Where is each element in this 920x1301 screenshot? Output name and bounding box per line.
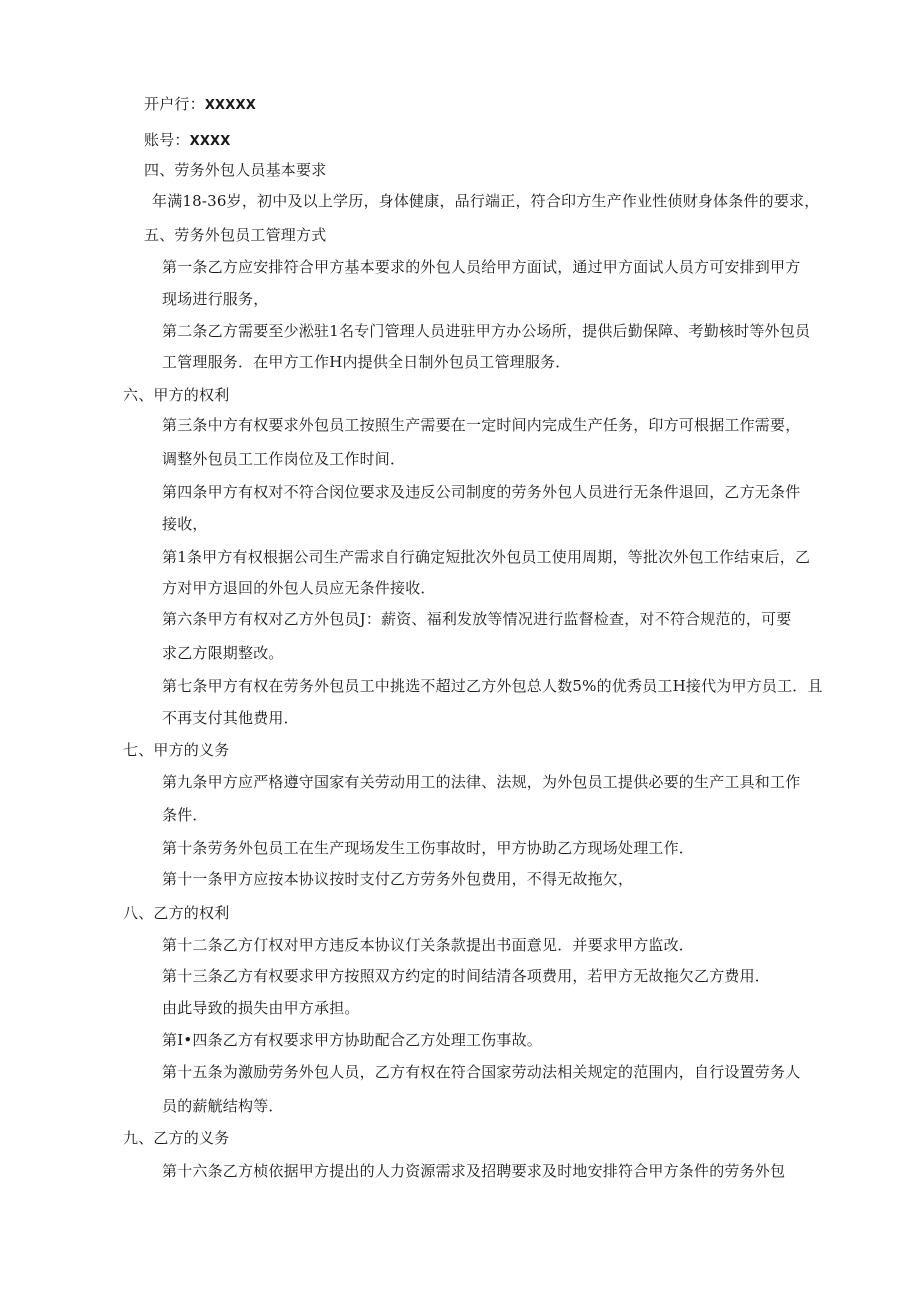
section-heading: 五、劳务外包员工管理方式 — [144, 226, 327, 244]
paragraph-line: 第十二条乙方仃权对甲方违反本协议仃关条款提出书面意见．并要求甲方监改． — [162, 936, 695, 954]
section-heading: 九、乙方的义务 — [123, 1129, 230, 1147]
paragraph-line: 第四条甲方有权对不符合闵位要求及违反公司制度的劳务外包人员进行无条件退回，乙方无条件 — [162, 483, 801, 501]
account-line — [144, 130, 231, 152]
paragraph-line: 第十六条乙方桢依据甲方提出的人力资源需求及招聘要求及时地安排符合甲方条件的劳务外包 — [162, 1162, 786, 1180]
paragraph-line: 现场进行服务， — [162, 290, 269, 308]
section-heading: 四、劳务外包人员基本要求 — [144, 161, 327, 179]
paragraph-line: 第1条甲方有权根据公司生产需求自行确定短批次外包员工使用周期，等批次外包工作结束后，乙 — [162, 548, 811, 566]
paragraph-line: 第十三条乙方有权要求甲方按照双方约定的时间结清各项费用，若甲方无故拖欠乙方费用． — [162, 967, 771, 985]
paragraph-line: 第九条甲方应严格遵守国家有关劳动用工的法律、法规，为外包员工提供必要的生产工具和工作 — [162, 773, 801, 791]
paragraph-line: 第十一条甲方应按本协议按时支付乙方劳务外包费用，不得无故拖欠， — [162, 870, 634, 888]
paragraph-line: 第一条乙方应安排符合甲方基本要求的外包人员给甲方面试，通过甲方面试人员方可安排到甲方 — [162, 258, 801, 276]
paragraph-line: 年满18-36岁，初中及以上学历，身体健康，品行端正，符合印方生产作业性侦财身体条件的要求， — [152, 192, 820, 210]
paragraph-line: 方对甲方退回的外包人员应无条件接收． — [162, 579, 436, 597]
paragraph-line: 接收， — [162, 515, 208, 533]
paragraph-line: 第I•四条乙方有权要求甲方协助配合乙方处理工伤事故。 — [162, 1031, 542, 1049]
paragraph-line: 调整外包员工工作岗位及工作时间． — [162, 450, 406, 468]
paragraph-line: 工管理服务．在甲方工作H内提供全日制外包员工管理服务． — [162, 353, 571, 371]
paragraph-line: 第三条中方有权要求外包员工按照生产需要在一定时间内完成生产任务，印方可根据工作需要， — [162, 416, 801, 434]
paragraph-line: 第七条甲方有权在劳务外包员工中挑选不超过乙方外包总人数5%的优秀员工H接代为甲方员工．且 — [162, 677, 823, 695]
bank-line — [144, 94, 256, 116]
paragraph-line: 求乙方限期整改。 — [162, 644, 284, 662]
account-value: XXXX — [189, 134, 231, 149]
section-heading: 八、乙方的权利 — [123, 904, 230, 922]
section-heading: 六、甲方的权利 — [123, 386, 230, 404]
paragraph-line: 由此导致的损失由甲方承担。 — [162, 999, 360, 1017]
paragraph-line: 条件． — [162, 806, 208, 824]
section-heading: 七、甲方的义务 — [123, 741, 230, 759]
paragraph-line: 员的薪觥结构等． — [162, 1097, 284, 1115]
bank-label: 开户行： — [144, 95, 205, 113]
paragraph-line: 第十条劳务外包员工在生产现场发生工伤事故时，甲方协助乙方现场处理工作． — [162, 839, 695, 857]
paragraph-line: 第六条甲方有权对乙方外包员J：薪资、福利发放等情况进行监督检查，对不符合规范的，可要 — [162, 610, 792, 628]
account-label: 账号： — [144, 131, 190, 149]
paragraph-line: 第二条乙方需要至少淞驻1名专门管理人员进驻甲方办公场所，提供后勤保障、考勤核时等外包员 — [162, 322, 811, 340]
paragraph-line: 不再支付其他费用． — [162, 709, 299, 727]
bank-value: XXXXX — [204, 98, 256, 113]
paragraph-line: 第十五条为激励劳务外包人员，乙方有权在符合国家劳动法相关规定的范围内，自行设置劳务人 — [162, 1063, 801, 1081]
